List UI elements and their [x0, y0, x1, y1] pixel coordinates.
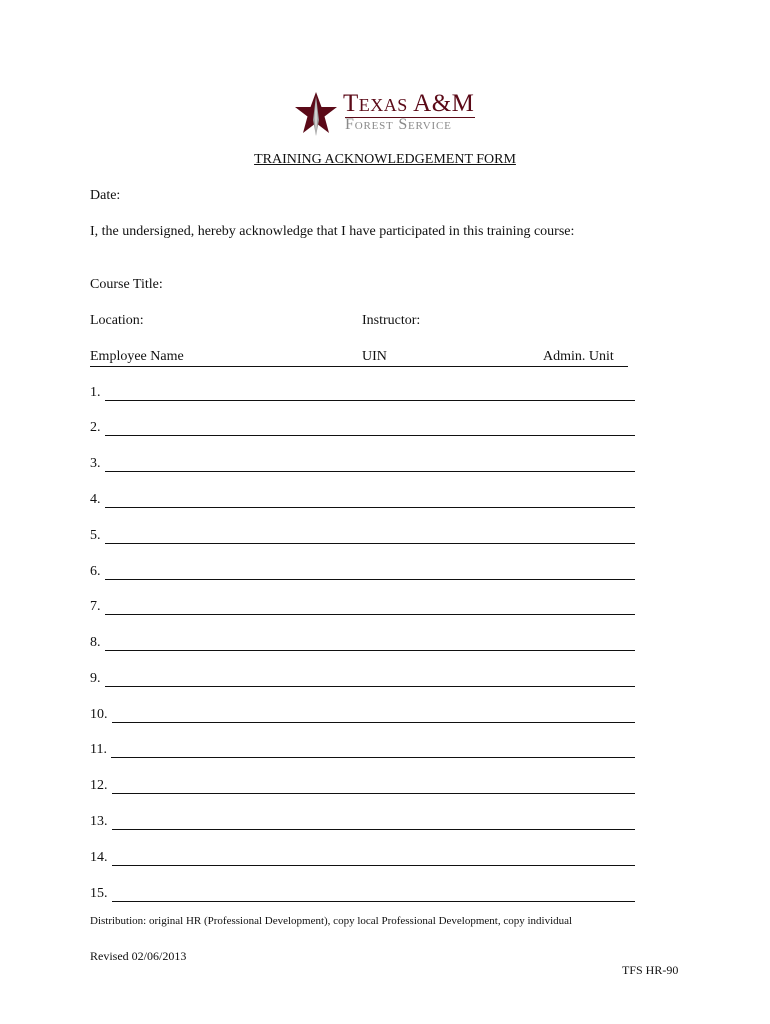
signature-line[interactable]	[112, 887, 636, 902]
signature-line[interactable]	[112, 779, 636, 794]
instructor-label: Instructor:	[362, 313, 421, 328]
row-number: 13.	[90, 814, 108, 829]
column-uin: UIN	[362, 349, 387, 364]
logo-text-forest-service: Forest Service	[345, 116, 452, 133]
signature-row[interactable]	[90, 813, 635, 831]
signature-line[interactable]	[105, 457, 636, 472]
row-number: 2.	[90, 420, 101, 435]
signature-line[interactable]	[105, 386, 636, 401]
signature-row[interactable]	[90, 563, 635, 581]
row-number: 10.	[90, 707, 108, 722]
form-title: TRAINING ACKNOWLEDGEMENT FORM	[254, 152, 516, 167]
acknowledgement-statement: I, the undersigned, hereby acknowledge that I have participated in this training course:	[90, 224, 575, 239]
signature-line[interactable]	[105, 672, 636, 687]
signature-row[interactable]	[90, 455, 635, 473]
row-number: 12.	[90, 778, 108, 793]
signature-line[interactable]	[112, 815, 636, 830]
signature-row[interactable]	[90, 849, 635, 867]
column-admin-unit: Admin. Unit	[543, 349, 614, 364]
signature-row[interactable]	[90, 491, 635, 509]
texas-am-forest-service-logo	[293, 90, 483, 138]
logo-text-texas-am: Texas A&M	[343, 90, 475, 117]
signature-line[interactable]	[112, 851, 636, 866]
signature-row[interactable]	[90, 634, 635, 652]
row-number: 14.	[90, 850, 108, 865]
row-number: 3.	[90, 456, 101, 471]
star-with-arrowhead-icon	[293, 90, 339, 138]
distribution-note: Distribution: original HR (Professional Development), copy local Professional Development, copy individual	[90, 915, 573, 927]
signature-row[interactable]	[90, 384, 635, 402]
signature-row[interactable]	[90, 419, 635, 437]
signature-line[interactable]	[105, 421, 636, 436]
signature-line[interactable]	[105, 493, 636, 508]
row-number: 4.	[90, 492, 101, 507]
signature-line[interactable]	[111, 743, 635, 758]
row-number: 15.	[90, 886, 108, 901]
signature-line[interactable]	[112, 708, 636, 723]
course-title-label: Course Title:	[90, 277, 163, 292]
row-number: 7.	[90, 599, 101, 614]
revised-date: Revised 02/06/2013	[90, 949, 187, 963]
row-number: 5.	[90, 528, 101, 543]
row-number: 9.	[90, 671, 101, 686]
row-number: 6.	[90, 564, 101, 579]
signature-row[interactable]	[90, 527, 635, 545]
signature-row[interactable]	[90, 670, 635, 688]
signature-table-header	[90, 348, 628, 367]
form-number: TFS HR-90	[622, 963, 679, 977]
signature-row[interactable]	[90, 741, 635, 759]
column-employee-name: Employee Name	[90, 349, 184, 364]
signature-row[interactable]	[90, 777, 635, 795]
row-number: 8.	[90, 635, 101, 650]
row-number: 11.	[90, 742, 107, 757]
location-label: Location:	[90, 313, 144, 328]
signature-row[interactable]	[90, 706, 635, 724]
signature-row[interactable]	[90, 885, 635, 903]
date-label: Date:	[90, 188, 121, 203]
signature-row[interactable]	[90, 598, 635, 616]
signature-line[interactable]	[105, 636, 636, 651]
signature-line[interactable]	[105, 600, 636, 615]
row-number: 1.	[90, 385, 101, 400]
signature-line[interactable]	[105, 529, 636, 544]
signature-line[interactable]	[105, 565, 636, 580]
